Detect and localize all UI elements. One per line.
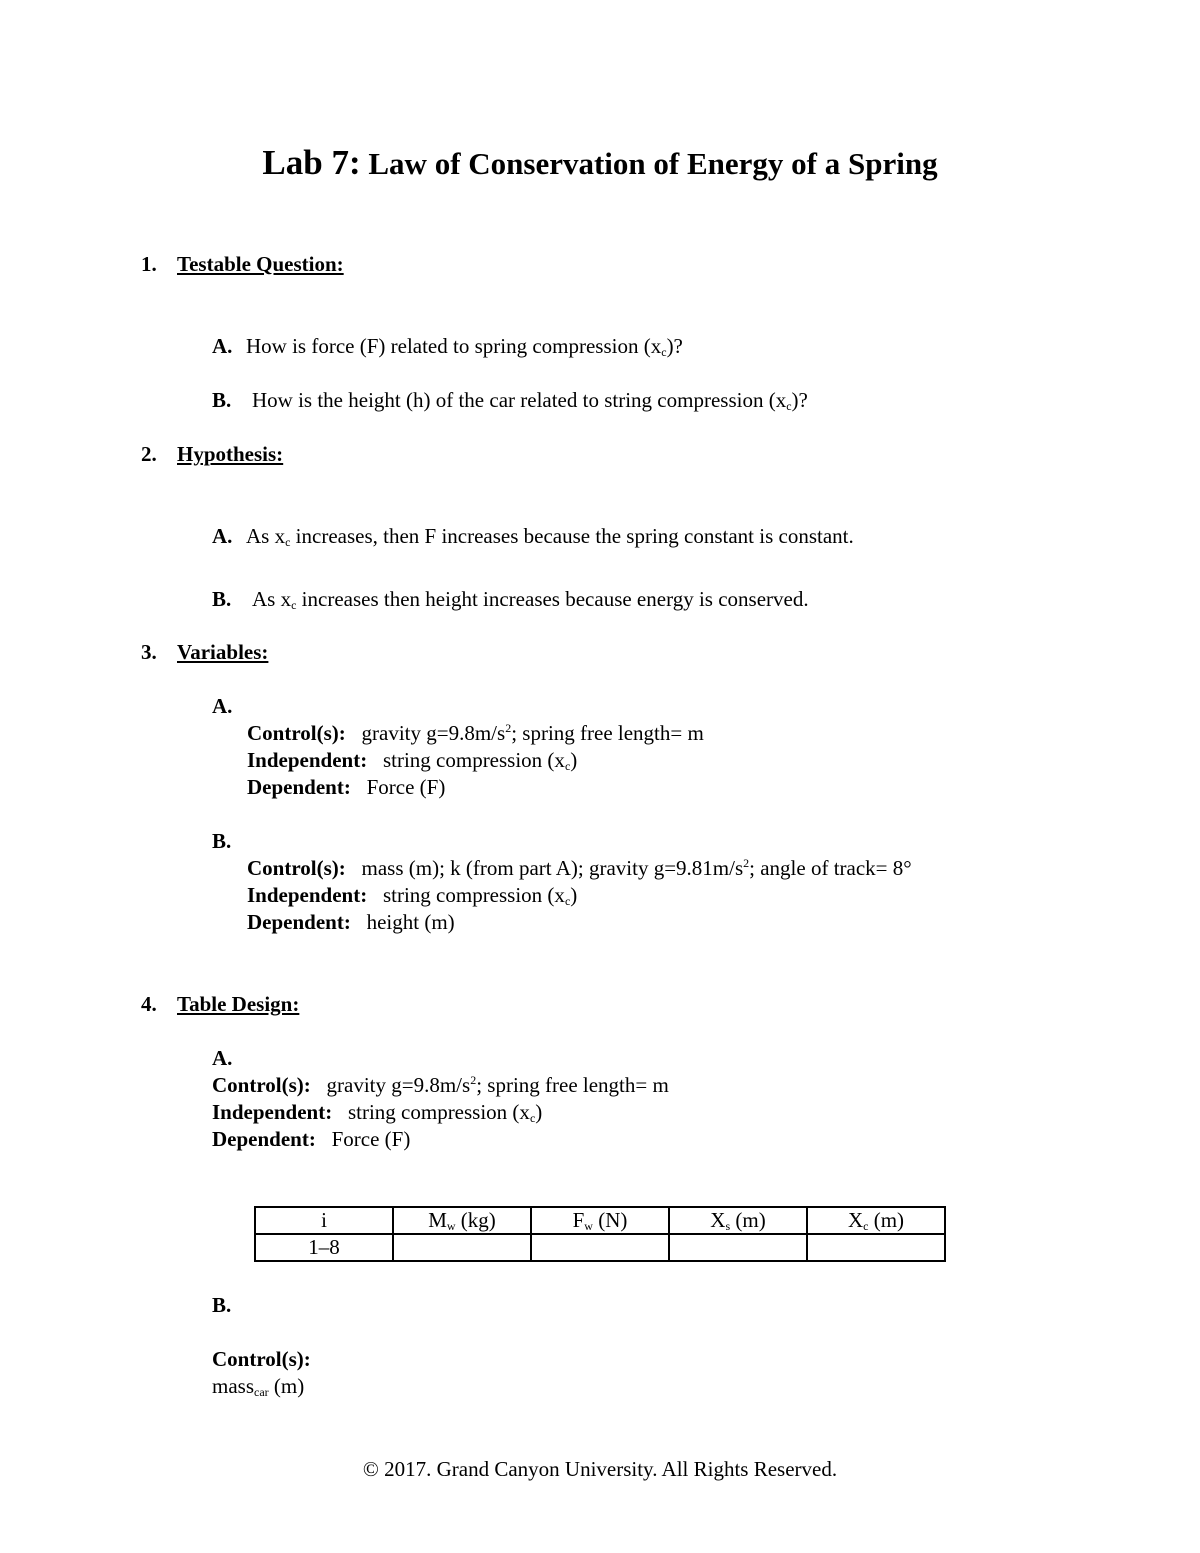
variables-a-letter: A. (212, 694, 233, 718)
independent-label: Independent: (247, 748, 368, 772)
table-header-cell: $X_c$ (m) (807, 1207, 945, 1234)
control-text: gravity g=9.8m/s (326, 1073, 471, 1097)
mass-text-end: (m) (268, 1374, 305, 1398)
independent-text: string compression (x (347, 1100, 530, 1124)
control-label: Control(s): (247, 721, 346, 745)
variables-b-letter: B. (212, 829, 232, 853)
item-letter: A. (212, 524, 233, 548)
control-text: gravity g=9.8m/s (361, 721, 506, 745)
dependent-text: Force (F) (331, 1127, 411, 1151)
independent-text: string compression (x (382, 748, 565, 772)
independent-text-end: ) (570, 748, 578, 772)
variables-b-control (247, 856, 912, 881)
hypothesis-a (212, 524, 854, 549)
section-3-heading (141, 640, 268, 665)
control-text: mass (m); k (from part A); gravity g=9.81m/s (361, 856, 744, 880)
dependent-label: Dependent: (212, 1127, 316, 1151)
variables-a-dependent (247, 775, 445, 800)
independent-label: Independent: (247, 883, 368, 907)
section-number: 3. (141, 640, 157, 664)
data-table (254, 1206, 946, 1262)
table-header-row (255, 1207, 945, 1234)
section-label: Testable Question: (177, 252, 344, 276)
dependent-label: Dependent: (247, 775, 351, 799)
item-text-end: )? (791, 388, 808, 412)
section-number: 2. (141, 442, 157, 466)
independent-label: Independent: (212, 1100, 333, 1124)
question-b (212, 388, 808, 413)
section-2-heading (141, 442, 283, 467)
variables-a-control (247, 721, 704, 746)
table-cell (807, 1234, 945, 1261)
item-text: As x (246, 524, 286, 548)
table-design-a-letter: A. (212, 1046, 233, 1070)
control-label: Control(s): (247, 856, 346, 880)
mass-text: mass (212, 1374, 254, 1398)
item-text: How is the height (h) of the car related to string compression (x (252, 388, 787, 412)
independent-text-end: ) (535, 1100, 543, 1124)
item-letter: A. (212, 334, 233, 358)
table-cell (531, 1234, 669, 1261)
subscript: c (564, 759, 571, 773)
section-4-heading (141, 992, 299, 1017)
title-text: Law of Conservation of Energy of a Spring (368, 146, 938, 181)
control-text-end: ; angle of track= 8° (749, 856, 912, 880)
table-header-cell: i (255, 1207, 393, 1234)
dependent-label: Dependent: (247, 910, 351, 934)
dependent-text: height (m) (366, 910, 455, 934)
section-number: 1. (141, 252, 157, 276)
item-text-end: increases then height increases because energy is conserved. (296, 587, 809, 611)
independent-text-end: ) (570, 883, 578, 907)
item-letter: B. (212, 388, 232, 412)
superscript: 2 (470, 1073, 477, 1087)
subscript: c (661, 345, 667, 359)
section-label: Hypothesis: (177, 442, 284, 466)
table-header-cell: $X_s$ (m) (669, 1207, 807, 1234)
question-a (212, 334, 683, 359)
section-number: 4. (141, 992, 157, 1016)
subscript: car (254, 1385, 269, 1399)
variables-a-independent (247, 748, 577, 773)
table-design-a-dependent (212, 1127, 410, 1152)
table-design-b-mass (212, 1374, 304, 1399)
table-header-cell: $M_w$ (kg) (393, 1207, 531, 1234)
section-label: Variables: (177, 640, 269, 664)
table-design-a-independent (212, 1100, 542, 1125)
section-label: Table Design: (177, 992, 300, 1016)
variables-b-independent (247, 883, 577, 908)
table-cell (669, 1234, 807, 1261)
section-1-heading (141, 252, 344, 277)
table-design-b-letter: B. (212, 1293, 232, 1317)
table-header-cell: $F_w$ (N) (531, 1207, 669, 1234)
title-lab-number: Lab 7: (262, 143, 361, 182)
item-text-end: increases, then F increases because the spring constant is constant. (290, 524, 854, 548)
independent-text: string compression (x (382, 883, 565, 907)
superscript: 2 (505, 721, 512, 735)
page-title (0, 143, 1200, 183)
table-cell: 1–8 (255, 1234, 393, 1261)
copyright-footer: © 2017. Grand Canyon University. All Rights Reserved. (362, 1457, 838, 1481)
variables-b-dependent (247, 910, 455, 935)
control-label: Control(s): (212, 1073, 311, 1097)
subscript: c (529, 1111, 536, 1125)
item-letter: B. (212, 587, 232, 611)
table-design-a-control (212, 1073, 669, 1098)
subscript: c (786, 399, 792, 413)
control-text-end: ; spring free length= m (476, 1073, 669, 1097)
item-text-end: )? (666, 334, 683, 358)
subscript: c (564, 894, 571, 908)
subscript: c (291, 598, 297, 612)
dependent-text: Force (F) (366, 775, 446, 799)
table-design-b-control-label: Control(s): (212, 1347, 311, 1371)
subscript: c (285, 535, 291, 549)
hypothesis-b (212, 587, 809, 612)
control-text-end: ; spring free length= m (511, 721, 704, 745)
item-text: As x (252, 587, 292, 611)
item-text: How is force (F) related to spring compression (x (246, 334, 662, 358)
table-row (255, 1234, 945, 1261)
table-cell (393, 1234, 531, 1261)
superscript: 2 (743, 856, 750, 870)
